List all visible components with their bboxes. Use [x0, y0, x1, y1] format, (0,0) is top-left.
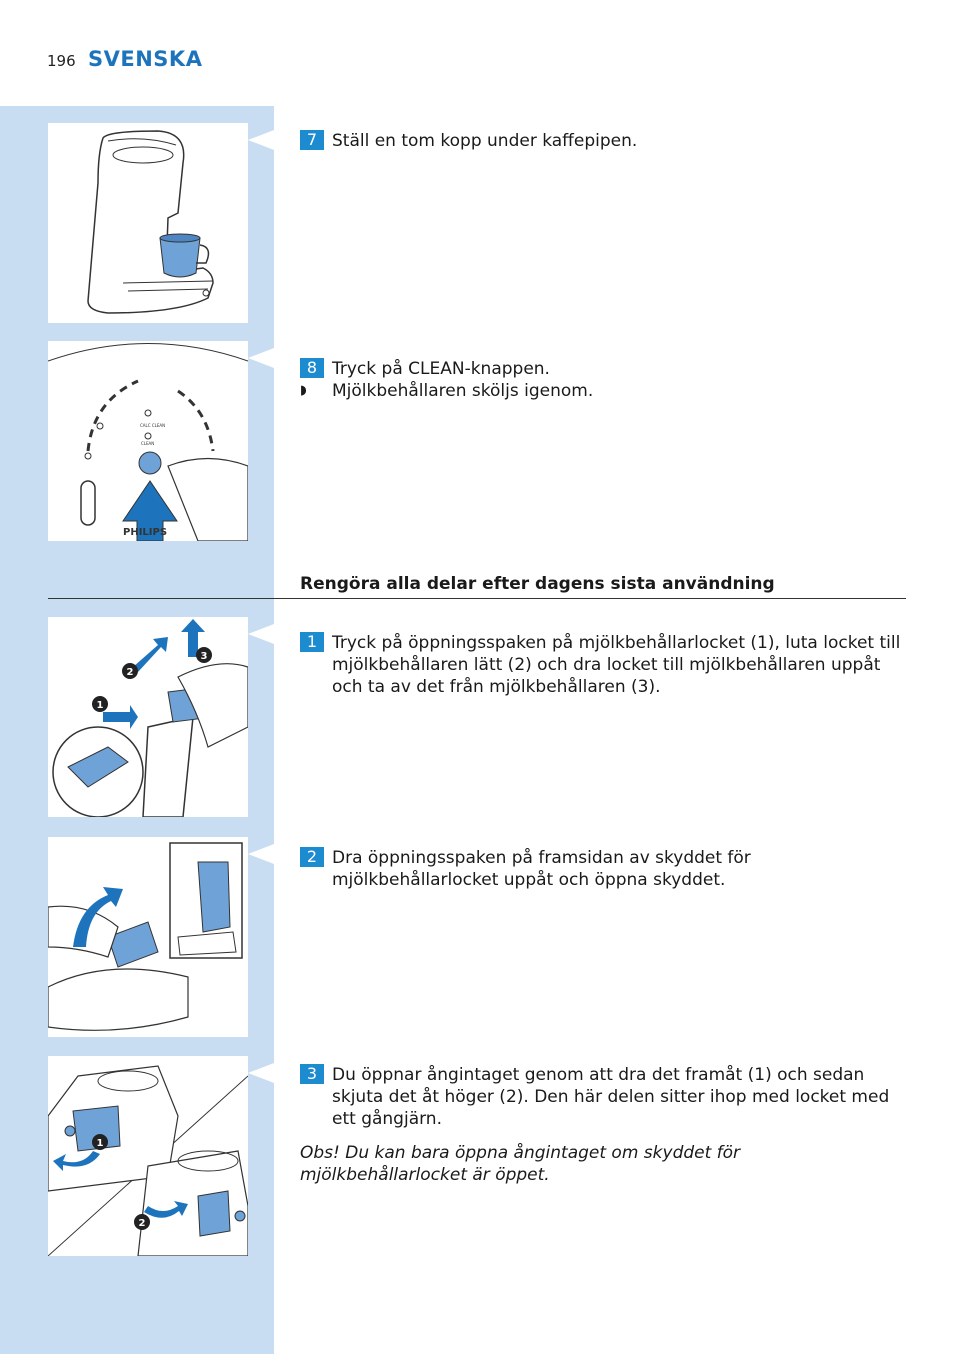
steam-inlet-slide-icon: [48, 1056, 248, 1256]
section-title: Rengöra alla delar efter dagens sista användning: [300, 574, 775, 594]
step-1: [300, 632, 906, 698]
note-text: Obs! Du kan bara öppna ångintaget om skyddet för mjölkbehållarlocket är öppet.: [300, 1143, 741, 1185]
step-text: Tryck på CLEAN-knappen.: [332, 359, 550, 379]
step-3: [300, 1064, 906, 1130]
bullet-text: Mjölkbehållaren sköljs igenom.: [332, 381, 594, 401]
brand-logo: PHILIPS: [123, 527, 168, 538]
bullet-icon: ◗: [300, 383, 307, 398]
step-7: [300, 130, 906, 152]
callout-2: 2: [126, 667, 134, 678]
step-number: 3: [300, 1064, 324, 1084]
step-2: [300, 847, 906, 891]
step-8: [300, 358, 906, 380]
callout-1: 1: [96, 1138, 104, 1149]
illustration-notch: [248, 1063, 274, 1083]
callout-2: 2: [138, 1218, 146, 1229]
illustration-notch: [248, 130, 274, 150]
illustration-milk-lid: [48, 617, 248, 817]
step-number: 7: [300, 130, 324, 150]
result-bullet: [300, 380, 906, 402]
illustration-control-panel: [48, 341, 248, 541]
coffee-machine-cup-icon: [48, 123, 248, 323]
illustration-lid-cover: [48, 837, 248, 1037]
panel-label-calc-clean: CALC CLEAN: [140, 423, 166, 428]
language-title: SVENSKA: [88, 47, 203, 71]
control-panel-clean-button-icon: [48, 341, 248, 541]
illustration-coffee-machine: [48, 123, 248, 323]
step-text: Dra öppningsspaken på framsidan av skyddet för mjölkbehållarlocket uppåt och öppna skyddet.: [332, 848, 751, 890]
illustration-notch: [248, 348, 274, 368]
illustration-steam-inlet: [48, 1056, 248, 1256]
step-number: 1: [300, 632, 324, 652]
callout-1: 1: [96, 700, 104, 711]
callout-3: 3: [200, 651, 208, 662]
page-number: 196: [47, 52, 76, 70]
step-text: Ställ en tom kopp under kaffepipen.: [332, 131, 638, 151]
illustration-notch: [248, 624, 274, 644]
panel-label-clean: CLEAN: [141, 441, 155, 446]
step-number: 8: [300, 358, 324, 378]
lid-cover-open-icon: [48, 837, 248, 1037]
step-text: Tryck på öppningsspaken på mjölkbehållarlocket (1), luta locket till mjölkbehållaren lätt (2) och dra locket till mjölkbehållaren uppåt och ta av det från mjölkbehållaren (3).: [332, 633, 901, 697]
step-number: 2: [300, 847, 324, 867]
illustration-notch: [248, 844, 274, 864]
section-divider: [48, 598, 906, 599]
milk-container-lid-removal-icon: [48, 617, 248, 817]
step-text: Du öppnar ångintaget genom att dra det framåt (1) och sedan skjuta det åt höger (2). Den här delen sitter ihop med locket med ett gångjärn.: [332, 1065, 890, 1129]
